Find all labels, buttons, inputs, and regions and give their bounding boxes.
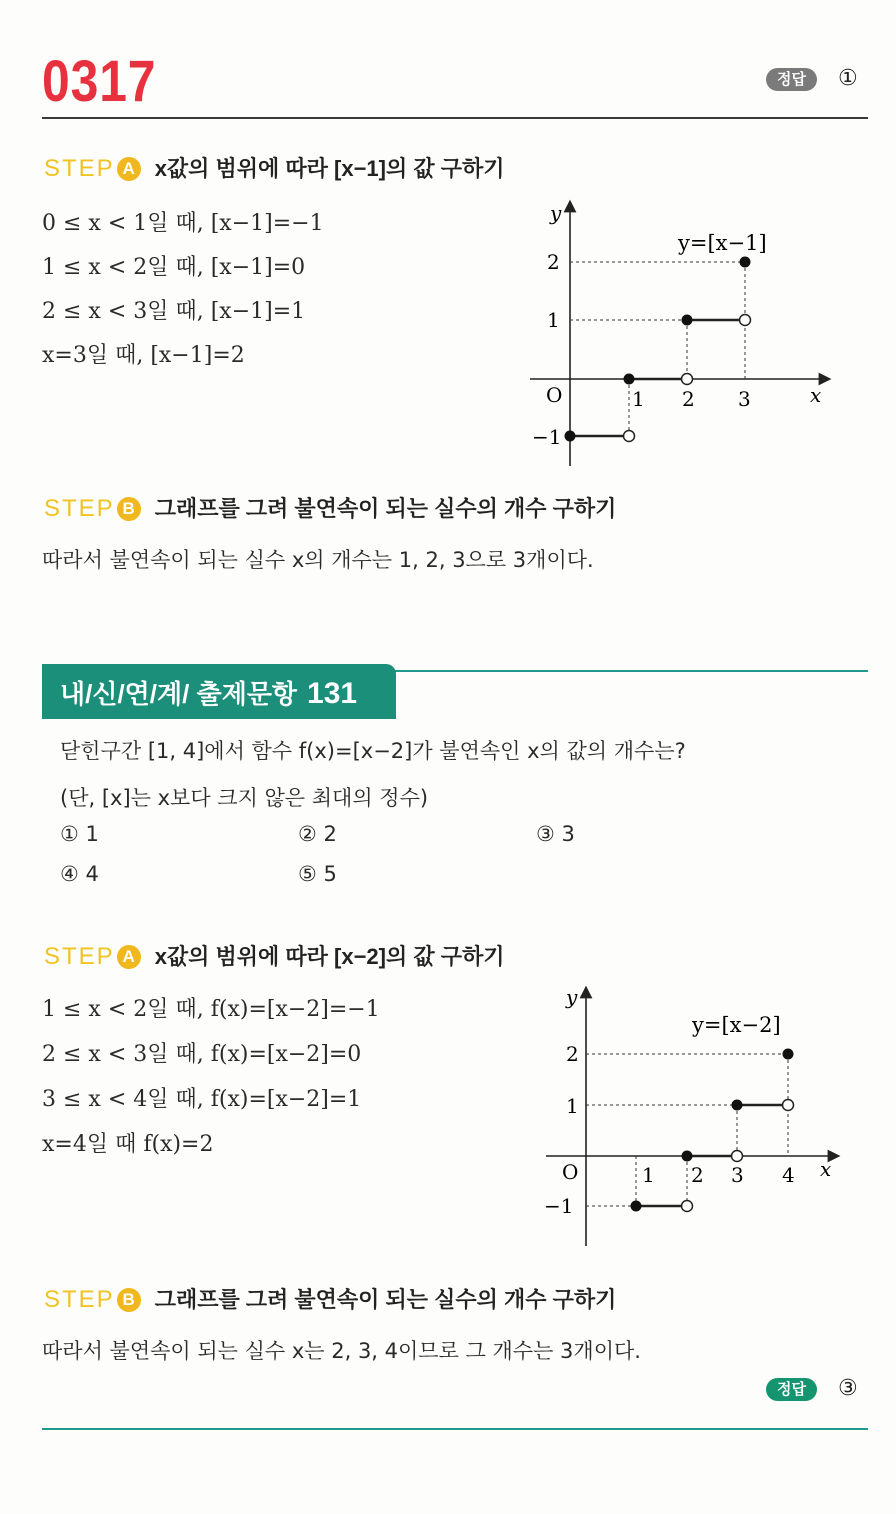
y-tick-2: 2 bbox=[547, 250, 560, 274]
sol1-line-2: 1 ≤ x < 2일 때, [x−1]=0 bbox=[42, 255, 306, 280]
step-title: 그래프를 그려 불연속이 되는 실수의 개수 구하기 bbox=[154, 496, 617, 521]
step-label: STEP bbox=[44, 155, 115, 182]
sol2-conclusion: 따라서 불연속이 되는 실수 x는 2, 3, 4이므로 그 개수는 3개이다. bbox=[42, 1339, 641, 1363]
choice-3: ③ 3 bbox=[536, 822, 575, 846]
banner-number: 131 bbox=[307, 677, 358, 710]
step-letter-badge: A bbox=[117, 157, 141, 181]
origin-label: O bbox=[562, 1160, 579, 1184]
answer-bottom: ③ bbox=[838, 1376, 858, 1401]
step-label: STEP bbox=[44, 495, 115, 522]
x-tick-3: 3 bbox=[738, 387, 751, 411]
y-tick-1: 1 bbox=[566, 1094, 579, 1118]
sol2-line-1: 1 ≤ x < 2일 때, f(x)=[x−2]=−1 bbox=[42, 997, 380, 1022]
banner bbox=[60, 674, 357, 711]
closed-point bbox=[565, 431, 576, 442]
step-title: x값의 범위에 따라 [x−1]의 값 구하기 bbox=[154, 156, 505, 181]
curve-label: y=[x−2] bbox=[692, 1013, 781, 1037]
step-title: x값의 범위에 따라 [x−2]의 값 구하기 bbox=[154, 944, 505, 969]
x-tick-3: 3 bbox=[731, 1163, 744, 1187]
step-title: 그래프를 그려 불연속이 되는 실수의 개수 구하기 bbox=[154, 1287, 617, 1312]
x-tick-2: 2 bbox=[682, 387, 695, 411]
y-tick-neg1: −1 bbox=[532, 425, 562, 449]
graph-1 bbox=[520, 196, 840, 476]
header-divider bbox=[42, 117, 868, 119]
sol1-line-3: 2 ≤ x < 3일 때, [x−1]=1 bbox=[42, 299, 306, 324]
step-label: STEP bbox=[44, 1286, 115, 1313]
graph-2 bbox=[536, 984, 846, 1252]
open-point bbox=[732, 1151, 743, 1162]
closed-point bbox=[682, 315, 693, 326]
closed-point bbox=[783, 1049, 794, 1060]
open-point bbox=[682, 374, 693, 385]
closed-point bbox=[732, 1100, 743, 1111]
open-point bbox=[624, 431, 635, 442]
footer-rule bbox=[42, 1428, 868, 1430]
choice-2: ② 2 bbox=[298, 822, 337, 846]
origin-label: O bbox=[546, 383, 563, 407]
open-point bbox=[740, 315, 751, 326]
sol1-conclusion: 따라서 불연속이 되는 실수 x의 개수는 1, 2, 3으로 3개이다. bbox=[42, 548, 594, 572]
banner-label: 내/신/연/계/ 출제문항 bbox=[60, 679, 298, 709]
problem-number: 0317 bbox=[42, 49, 157, 114]
step-letter-badge: A bbox=[117, 945, 141, 969]
y-axis-label: y bbox=[566, 985, 578, 1009]
sol2-step-b bbox=[44, 1283, 616, 1314]
closed-point bbox=[631, 1201, 642, 1212]
x-tick-1: 1 bbox=[642, 1163, 655, 1187]
sol2-step-a bbox=[44, 940, 504, 971]
x-axis-label: x bbox=[810, 383, 822, 407]
problem2-question: 닫힌구간 [1, 4]에서 함수 f(x)=[x−2]가 불연속인 x의 값의 개수는? bbox=[60, 739, 686, 763]
sol2-line-2: 2 ≤ x < 3일 때, f(x)=[x−2]=0 bbox=[42, 1042, 362, 1067]
x-tick-1: 1 bbox=[632, 387, 645, 411]
sol1-step-a bbox=[44, 152, 504, 183]
step-label: STEP bbox=[44, 943, 115, 970]
open-point bbox=[682, 1201, 693, 1212]
choice-4: ④ 4 bbox=[60, 862, 99, 886]
x-tick-4: 4 bbox=[782, 1163, 795, 1187]
choice-5: ⑤ 5 bbox=[298, 862, 337, 886]
curve-label: y=[x−1] bbox=[678, 231, 767, 255]
closed-point bbox=[682, 1151, 693, 1162]
sol1-line-4: x=3일 때, [x−1]=2 bbox=[42, 343, 245, 368]
problem2-note: (단, [x]는 x보다 크지 않은 최대의 정수) bbox=[60, 786, 429, 810]
sol1-line-1: 0 ≤ x < 1일 때, [x−1]=−1 bbox=[42, 211, 324, 236]
y-tick-neg1: −1 bbox=[544, 1194, 574, 1218]
x-tick-2: 2 bbox=[691, 1163, 704, 1187]
y-tick-1: 1 bbox=[547, 308, 560, 332]
sol1-step-b bbox=[44, 492, 616, 523]
answer-top: ① bbox=[838, 66, 858, 91]
sol2-line-3: 3 ≤ x < 4일 때, f(x)=[x−2]=1 bbox=[42, 1087, 362, 1112]
open-point bbox=[783, 1100, 794, 1111]
answer-badge-label: 정답 bbox=[766, 68, 817, 91]
answer-badge-label: 정답 bbox=[766, 1378, 817, 1401]
y-tick-2: 2 bbox=[566, 1042, 579, 1066]
answer-badge-top bbox=[766, 68, 817, 89]
closed-point bbox=[740, 257, 751, 268]
y-axis-label: y bbox=[550, 201, 562, 225]
answer-badge-bottom bbox=[766, 1378, 817, 1399]
sol2-line-4: x=4일 때 f(x)=2 bbox=[42, 1132, 214, 1157]
step-letter-badge: B bbox=[117, 497, 141, 521]
choice-1: ① 1 bbox=[60, 822, 99, 846]
step-letter-badge: B bbox=[117, 1288, 141, 1312]
x-axis-label: x bbox=[820, 1157, 832, 1181]
closed-point bbox=[624, 374, 635, 385]
